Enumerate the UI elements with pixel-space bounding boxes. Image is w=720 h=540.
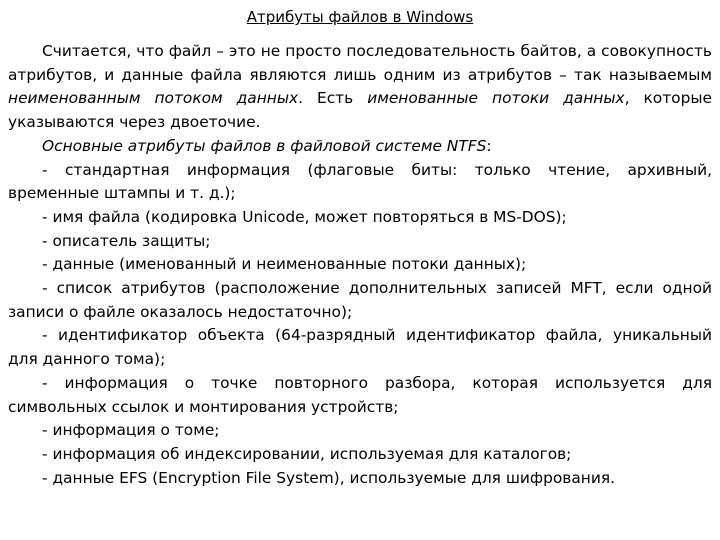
intro-paragraph bbox=[8, 40, 712, 135]
attributes-heading bbox=[8, 135, 712, 159]
intro-text-2: . Есть bbox=[298, 89, 368, 108]
list-item: - информация о точке повторного разбора, которая используется для символьных ссылок и монтирования устройств; bbox=[8, 373, 712, 416]
content-body bbox=[8, 40, 712, 490]
page-title: Атрибуты файлов в Windows bbox=[246, 8, 474, 26]
list-item: - имя файла (кодировка Unicode, может повторяться в MS-DOS); bbox=[42, 207, 567, 226]
attributes-heading-italic: Основные атрибуты файлов в файловой системе NTFS bbox=[42, 136, 487, 155]
intro-text-3: , которые указываются через двоеточие. bbox=[8, 89, 712, 132]
list-item: - данные (именованный и неименованные потоки данных); bbox=[42, 255, 527, 274]
list-item: - список атрибутов (расположение дополнительных записей MFT, если одной записи о файле оказалось недостаточно); bbox=[8, 279, 712, 321]
list-item: - стандартная информация (флаговые биты: только чтение, архивный, временные штампы и т. д.); bbox=[8, 160, 712, 203]
intro-italic-1: неименованным потоком данных bbox=[8, 89, 299, 108]
intro-italic-2: именованные потоки данных bbox=[367, 89, 625, 108]
attributes-heading-suffix: : bbox=[486, 136, 492, 155]
list-item: - идентификатор объекта (64-разрядный идентификатор файла, уникальный для данного тома); bbox=[8, 326, 712, 369]
intro-text-1: Считается, что файл – это не просто последовательность байтов, а совокупность атрибутов, и данные файла являются лишь одним из атрибутов – так называемым bbox=[8, 42, 712, 84]
list-item: - информация о томе; bbox=[42, 421, 220, 440]
list-item: - описатель защиты; bbox=[42, 231, 211, 250]
list-item: - данные EFS (Encryption File System), используемые для шифрования. bbox=[42, 468, 615, 487]
list-item: - информация об индексировании, используемая для каталогов; bbox=[42, 444, 572, 463]
